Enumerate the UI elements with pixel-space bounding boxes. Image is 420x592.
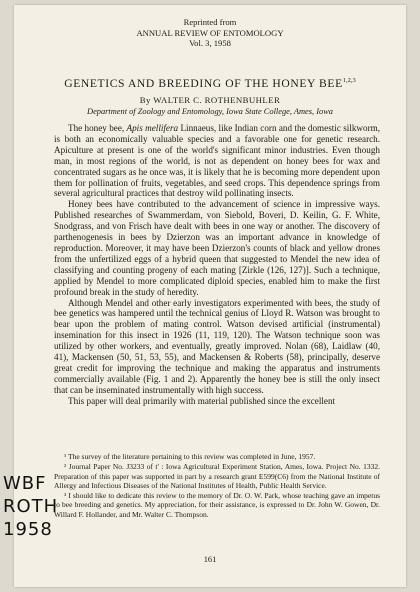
journal-name: ANNUAL REVIEW OF ENTOMOLOGY xyxy=(136,27,284,38)
stamp-line: WBF xyxy=(3,473,47,494)
title-footnote-marks: 1,2,3 xyxy=(342,77,356,85)
handwritten-label xyxy=(3,472,59,541)
species-name: Apis mellifera xyxy=(126,123,179,133)
footnote: ³ I should like to dedicate this review to the memory of Dr. O. W. Park, whose teaching gave an impetus to bee breeding and genetics. My appreciation, for their assistance, is expressed to Dr. John W. Gowen, Dr. Willard F. Hollander, and Mr. Walter C. Thompson. xyxy=(54,491,380,519)
page-number: 161 xyxy=(203,555,217,564)
reprint-line: Reprinted from xyxy=(183,17,237,27)
paragraph-text: Linnaeus, like Indian corn and the domestic silkworm, is both an economically valuable species and a favorable one for genetic research. Apiculture at present is one of the world's significant minor industries. Even though man, in most regions of the world, is not as dependent on honey bees for wax and concentrated sugars as he once was, it is likely that he is becoming more dependent upon them for pollination of fruits, vegetables, and seed crops. This dependence springs from several agricultural practices that destroy wild pollinating insects. xyxy=(54,123,381,199)
paragraph xyxy=(54,123,380,199)
title-text: GENETICS AND BREEDING OF THE HONEY BEE xyxy=(64,77,343,90)
paragraph-text: The honey bee, xyxy=(68,123,127,133)
journal-page xyxy=(14,5,406,587)
reprint-header xyxy=(14,17,406,49)
stamp-line: 1958 xyxy=(3,519,53,540)
paragraph: Honey bees have contributed to the advancement of science in impressive ways. Published researches of Swammerdam, von Siebold, Boveri, D. Keilin, G. F. White, Snodgrass, and von Frisch have dealt with bees in one way or another. The discovery of parthenogenesis in bees by Dzierzon was an important advance in knowledge of reproduction. Moreover, it may have been Dzierzon's counts of black and yellow drones from the unfertilized eggs of a hybrid queen that suggested to Mendel the new idea of classifying and counting progeny of each mating [Zirkle (126, 127)]. Such a technique, applied by Mendel to more complicated diploid species, enabled him to make the first profound break in the study of heredity. xyxy=(54,199,380,297)
footnotes xyxy=(54,452,380,520)
affiliation: Department of Zoology and Entomology, Iowa State College, Ames, Iowa xyxy=(87,107,333,116)
article-body xyxy=(54,123,380,407)
paragraph: Although Mendel and other early investigators experimented with bees, the study of bee genetics was hampered until the technical genius of Lloyd R. Watson was brought to bear upon the problem of mating control. Watson devised artificial (instrumental) insemination for this insect in 1926 (11, 119, 120). The Watson technique soon was utilized by other workers, and eventually, greatly improved. Nolan (68), Laidlaw (40, 41), Mackensen (50, 51, 53, 55), and Mackensen & Roberts (58), principally, deserve great credit for improving the technique and making the apparatus and instruments commercially available (Fig. 1 and 2). Apparently the honey bee is still the only insect that can be inseminated instrumentally with high success. xyxy=(54,297,380,395)
author-line: By WALTER C. ROTHENBUHLER xyxy=(139,95,281,105)
stamp-line: ROTH xyxy=(3,496,59,517)
footnote: ² Journal Paper No. J3233 of t' : Iowa Agricultural Experiment Station, Ames, Iowa. Project No. 1332. Preparation of this paper was supported in part by a research grant E599(C6) from the National Institute of Allergy and Infectious Diseases of the National Institutes of Health, Public Health Service. xyxy=(54,462,380,490)
footnote: ¹ The survey of the literature pertaining to this review was completed in June, 1957. xyxy=(64,452,316,461)
paragraph: This paper will deal primarily with material published since the excellent xyxy=(68,395,336,406)
article-title xyxy=(14,77,406,90)
volume-line: Vol. 3, 1958 xyxy=(189,38,231,48)
